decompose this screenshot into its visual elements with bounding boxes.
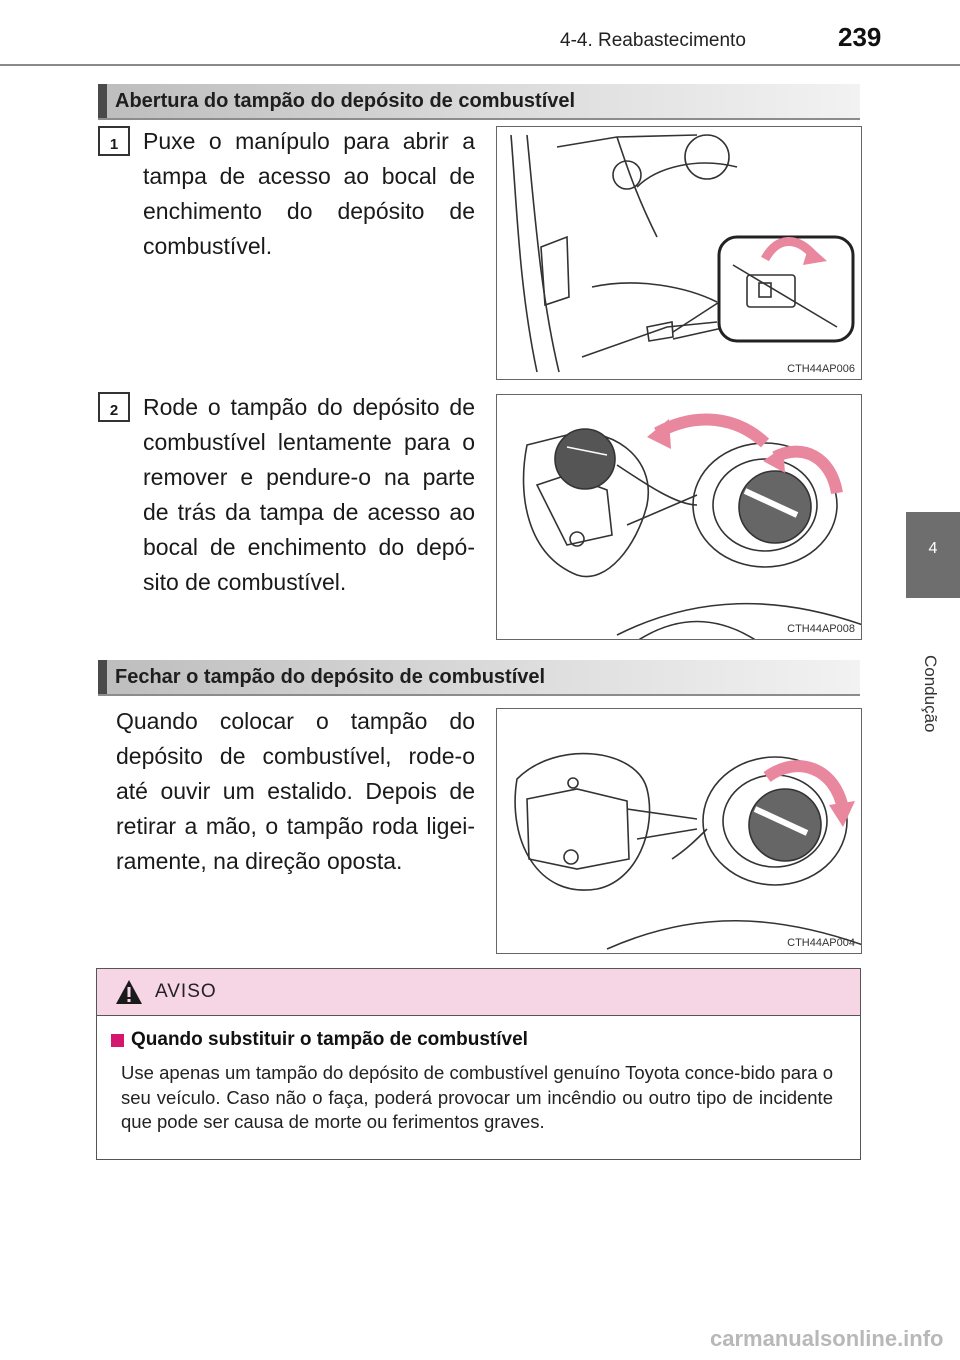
warning-subtitle: Quando substituir o tampão de combustível	[131, 1029, 528, 1050]
warning-box	[96, 968, 861, 1160]
section-header-opening	[98, 84, 860, 118]
figure-fuel-door-opener	[496, 126, 862, 380]
warning-body: Use apenas um tampão do depósito de combustível genuíno Toyota conce-bido para o seu veículo. Caso não o faça, poderá provocar um incêndio ou outro tipo de incidente que pode ser causa de morte ou ferimentos graves.	[121, 1062, 833, 1132]
section-title-closing: Fechar o tampão do depósito de combustível	[115, 666, 546, 688]
watermark: carmanualsonline.info	[710, 1326, 944, 1351]
section-header-bar	[98, 84, 107, 118]
step-2-text: Rode o tampão do depósito de combustível lentamente para o remover e pendure-o na parte de trás da tampa de acesso ao bocal de enchimento do depó-sito de combustível.	[143, 394, 475, 595]
header-divider	[0, 64, 960, 66]
section-header-bar	[98, 660, 107, 694]
warning-title: AVISO	[155, 981, 217, 1002]
warning-header	[97, 969, 860, 1016]
rotate-arrow-left-head	[647, 419, 671, 449]
step-number: 2	[109, 402, 119, 419]
chapter-number: 4	[928, 540, 938, 557]
section-title-opening: Abertura do tampão do depósito de combustível	[115, 90, 576, 112]
step-1-text: Puxe o manípulo para abrir a tampa de acesso ao bocal de enchimento do depósito de combustível.	[143, 128, 475, 259]
warning-triangle-icon	[115, 979, 143, 1005]
step-badge-2	[98, 392, 130, 422]
illustration-fuel-cap-closing	[497, 709, 862, 954]
closing-text: Quando colocar o tampão do depósito de combustível, rode-o até ouvir um estalido. Depois de retirar a mão, o tampão roda ligei-ramente, na direção oposta.	[116, 708, 475, 874]
rotate-arrow-left	[657, 420, 765, 443]
figure-code: CTH44AP004	[787, 937, 855, 949]
section-divider	[98, 694, 860, 696]
figure-code: CTH44AP006	[787, 363, 855, 375]
section-header-closing	[98, 660, 860, 694]
step-badge-1	[98, 126, 130, 156]
tighten-arrow-head	[829, 801, 855, 827]
figure-fuel-cap-closing	[496, 708, 862, 954]
bullet-square-icon	[111, 1034, 124, 1047]
illustration-car-interior	[497, 127, 862, 380]
figure-fuel-cap-removal	[496, 394, 862, 640]
section-divider	[98, 118, 860, 120]
page-number: 239	[838, 22, 882, 52]
figure-code: CTH44AP008	[787, 623, 855, 635]
illustration-fuel-cap-removal	[497, 395, 862, 640]
step-number: 1	[109, 136, 119, 153]
section-breadcrumb: 4-4. Reabastecimento	[560, 30, 746, 51]
